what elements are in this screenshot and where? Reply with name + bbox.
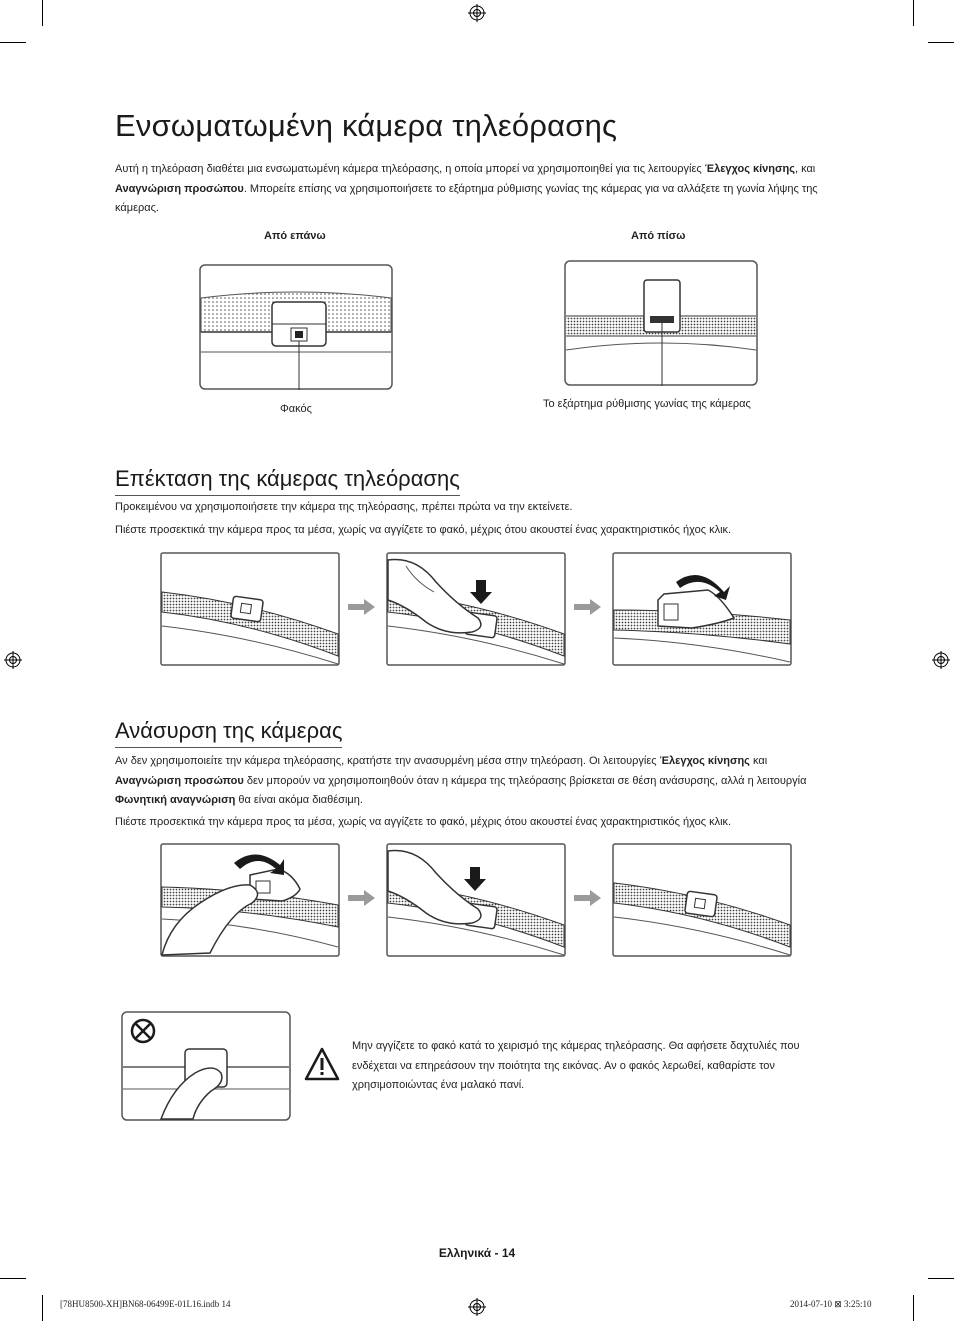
retract-step-3-illustration — [612, 843, 792, 957]
step-arrow-icon — [574, 889, 602, 907]
section2-paragraph-1: Αν δεν χρησιμοποιείτε την κάμερα τηλεόρασης, κρατήστε την ανασυρμένη μέσα στην τηλεόραση. Οι λειτουργίες Έλεγχος κίνησης και Αναγνώριση προσώπου δεν μπορούν να χρησιμοποιηθούν όταν η κάμερα της τηλεόρασης βρίσκεται σε θέση ανάσυρσης, αλλά η λειτουργία Φωνητική αναγνώριση θα είναι ακόμα διαθέσιμη. — [115, 755, 807, 806]
extend-step-2-illustration — [386, 552, 566, 666]
section-heading-retract: Ανάσυρση της κάμερας — [115, 718, 342, 748]
crop-mark — [0, 1278, 26, 1279]
crop-mark — [42, 0, 43, 26]
crop-mark — [913, 1295, 914, 1321]
registration-mark-icon — [468, 1298, 486, 1316]
footer-file-info: [78HU8500-XH]BN68-06499E-01L16.indb 14 — [60, 1299, 231, 1309]
warning-triangle-icon — [304, 1047, 340, 1081]
adjuster-caption: Το εξάρτημα ρύθμισης γωνίας της κάμερας — [543, 398, 751, 410]
section1-paragraph-2: Πιέστε προσεκτικά την κάμερα προς τα μέσα, χωρίς να αγγίζετε το φακό, μέχρις ότου ακουστεί ένας χαρακτηριστικός ήχος κλικ. — [115, 524, 732, 536]
top-view-illustration — [199, 264, 393, 390]
step-arrow-icon — [574, 598, 602, 616]
registration-mark-icon — [4, 651, 22, 669]
section-heading-extend: Επέκταση της κάμερας τηλεόρασης — [115, 466, 460, 496]
back-view-illustration — [564, 260, 758, 386]
section2-paragraph-2: Πιέστε προσεκτικά την κάμερα προς τα μέσα, χωρίς να αγγίζετε το φακό, μέχρις ότου ακουστεί ένας χαρακτηριστικός ήχος κλικ. — [115, 816, 732, 828]
intro-paragraph: Αυτή η τηλεόραση διαθέτει μια ενσωματωμένη κάμερα τηλεόρασης, η οποία μπορεί να χρησιμοποιηθεί για τις λειτουργίες Έλεγχος κίνησης, και Αναγνώριση προσώπου. Μπορείτε επίσης να χρησιμοποιήσετε το εξάρτημα ρύθμισης γωνίας της κάμερας για να αλλάξετε τη γωνία λήψης της κάμερας. — [115, 163, 818, 214]
crop-mark — [0, 42, 26, 43]
retract-step-2-illustration — [386, 843, 566, 957]
step-arrow-icon — [348, 598, 376, 616]
crop-mark — [42, 1295, 43, 1321]
crop-mark — [928, 42, 954, 43]
footer-timestamp: 2014-07-10 ⊠ 3:25:10 — [790, 1299, 872, 1309]
page-title: Ενσωματωμένη κάμερα τηλεόρασης — [115, 108, 618, 143]
crop-mark — [913, 0, 914, 26]
registration-mark-icon — [468, 4, 486, 22]
extend-step-3-illustration — [612, 552, 792, 666]
section1-paragraph-1: Προκειμένου να χρησιμοποιήσετε την κάμερα της τηλεόρασης, πρέπει πρώτα να την εκτείνετε. — [115, 501, 573, 513]
do-not-touch-illustration — [121, 1011, 291, 1121]
back-view-label: Από πίσω — [631, 230, 686, 242]
registration-mark-icon — [932, 651, 950, 669]
retract-step-1-illustration — [160, 843, 340, 957]
lens-caption: Φακός — [280, 403, 312, 415]
step-arrow-icon — [348, 889, 376, 907]
crop-mark — [928, 1278, 954, 1279]
extend-step-1-illustration — [160, 552, 340, 666]
top-view-label: Από επάνω — [264, 230, 326, 242]
page-number: Ελληνικά - 14 — [438, 1246, 516, 1260]
warning-text: Μην αγγίζετε το φακό κατά το χειρισμό της κάμερας τηλεόρασης. Θα αφήσετε δαχτυλιές που ενδέχεται να επηρεάσουν την ποιότητα της εικόνας. Αν ο φακός λερωθεί, καθαρίστε τον χρησιμοποιώντας ένα μαλακό πανί. — [352, 1040, 800, 1091]
